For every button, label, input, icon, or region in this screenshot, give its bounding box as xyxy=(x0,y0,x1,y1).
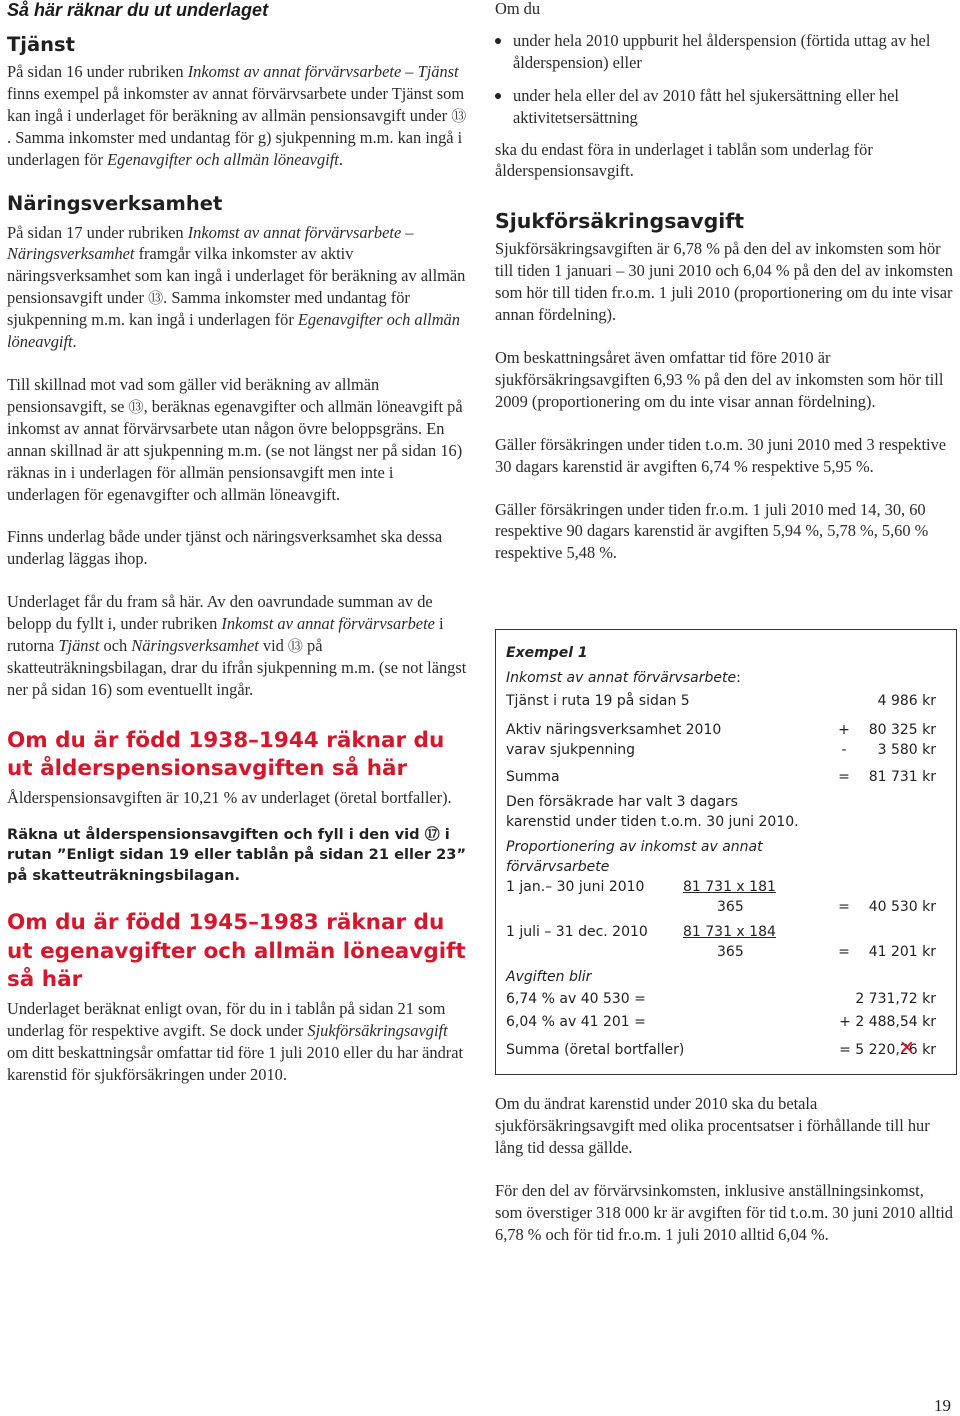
example-row-period-2: 1 juli – 31 dec. 2010 81 731 x 184 xyxy=(506,924,776,940)
right-column xyxy=(495,0,955,585)
paragraph-tjanst: På sidan 16 under rubriken Inkomst av annat förvärvsarbete – Tjänst finns exempel på inkomster av annat förvärvsarbete under Tjänst som kan ingå i underlaget för beräkning av allmän pensionsavgift under ⑬. Samma inkomster med undantag för g) sjukpenning m.m. kan ingå i underlagen för Egenavgifter och allmän löneavgift. xyxy=(7,62,467,169)
heading-naringsverksamhet: Näringsverksamhet xyxy=(7,191,223,215)
example-row-tjanst: Tjänst i ruta 19 på sidan 5 4 986 kr xyxy=(506,693,936,709)
paragraph-sjuk-4: Gäller försäkringen under tiden fr.o.m. 1 juli 2010 med 14, 30, 60 respektive 90 dagars karenstid är avgiften 5,94 %, 5,78 %, 5,60 % respektive 5,48 %. xyxy=(495,499,929,563)
heading-born-1945-1983: Om du är född 1945–1983 räknar du ut egenavgifter och allmän löneavgift så här xyxy=(7,910,466,993)
paragraph-egenavgifter: Underlaget beräknat enligt ovan, för du in i tablån på sidan 21 som underlag för respektive avgift. Se dock under Sjukförsäkringsavgift om ditt beskattningsår omfattar tid före 1 juli 2010 eller du har ändrat karenstid för sjukförsäkringen under 2010. xyxy=(7,998,464,1084)
circled-13-icon: ⑬ xyxy=(451,106,467,125)
heading-tjanst: Tjänst xyxy=(7,33,75,56)
paragraph-sjuk-3: Gäller försäkringen under tiden t.o.m. 30 juni 2010 med 3 respektive 30 dagars karenstid är avgiften 6,74 % respektive 5,95 %. xyxy=(495,434,947,476)
paragraph-alderspension: Ålderspensionsavgiften är 10,21 % av underlaget (öretal bortfaller). xyxy=(7,787,452,807)
example-box xyxy=(495,629,957,1075)
example-fee-label: Avgiften blir xyxy=(506,969,592,985)
circled-17-icon: ⑰ xyxy=(424,824,440,843)
paragraph-karenstid: Om du ändrat karenstid under 2010 ska du betala sjukförsäkringsavgift med olika procentsatser i förhållande till hur lång tid dessa gällde. xyxy=(495,1094,930,1157)
heading-sjukforsakringsavgift: Sjukförsäkringsavgift xyxy=(495,209,745,234)
example-prop-line-1: Proportionering av inkomst av annat xyxy=(506,839,763,855)
circled-13-icon: ⑬ xyxy=(287,637,303,656)
paragraph-ska-du: ska du endast föra in underlaget i tablån som underlag för ålderspensionsavgift. xyxy=(495,139,873,181)
list-item: under hela eller del av 2010 fått hel sjukersättning eller hel aktivitetsersättning xyxy=(495,85,955,129)
example-row-period-1-denominator: 365 = 40 530 kr xyxy=(717,899,936,915)
heading-born-1938-1944: Om du är född 1938–1944 räknar du ut ålderspensionsavgiften så här xyxy=(7,727,445,782)
example-row-total: Summa (öretal bortfaller) = 5 220,26 ✕ kr xyxy=(506,1040,936,1060)
example-row-period-1: 1 jan.– 30 juni 2010 81 731 x 181 xyxy=(506,879,776,895)
right-column-lower xyxy=(495,1093,953,1266)
paragraph-naring-2: Till skillnad mot vad som gäller vid beräkning av allmän pensionsavgift, se ⑬, beräknas egenavgifter och allmän löneavgift på inkomst av annat förvärvsarbete utan någon övre beloppsgräns. En annan skillnad är att sjukpenning m.m. (se not längst ner på sidan 16) räknas in i underlagen för allmän pensionsavgift men inte i underlagen för egenavgifter och allmän löneavgift. xyxy=(7,374,463,504)
strikethrough-mark: 26 ✕ xyxy=(900,1040,918,1060)
paragraph-naring-3: Finns underlag både under tjänst och näringsverksamhet ska dessa underlag läggas ihop. xyxy=(7,527,443,569)
example-row-fee-1: 6,74 % av 40 530 = 2 731,72 kr xyxy=(506,991,936,1007)
example-subtitle: Inkomst av annat förvärvsarbete: xyxy=(506,670,741,686)
example-row-aktiv: Aktiv näringsverksamhet 2010 + 80 325 kr xyxy=(506,722,936,738)
example-prop-line-2: förvärvsarbete xyxy=(506,859,610,875)
instruction-alderspension: Räkna ut ålderspensionsavgiften och fyll i den vid ⑰ i rutan ”Enligt sidan 19 eller tablån på sidan 21 eller 23” på skatteuträkningsbilagan. xyxy=(7,824,467,884)
condition-list xyxy=(495,30,955,129)
paragraph-sjuk-1: Sjukförsäkringsavgiften är 6,78 % på den del av inkomsten som hör till tiden 1 januari – 30 juni 2010 och 6,04 % på den del av inkomsten som hör till tiden fr.o.m. 1 juli 2010 (proportionering om du inte visar annan fördelning). xyxy=(495,239,953,325)
left-column xyxy=(7,0,470,1107)
circled-13-icon: ⑬ xyxy=(128,397,144,416)
circled-13-icon: ⑬ xyxy=(148,289,164,308)
example-row-period-2-denominator: 365 = 41 201 kr xyxy=(717,944,936,960)
section-kicker: Så här räknar du ut underlaget xyxy=(7,0,269,20)
paragraph-naring-1: På sidan 17 under rubriken Inkomst av annat förvärvsarbete – Näringsverksamhet framgår vilka inkomster av aktiv näringsverksamhet som kan ingå i underlaget för beräkning av allmän pensionsavgift under ⑬. Samma inkomster med undantag för sjukpenning m.m. kan ingå i underlagen för Egenavgifter och allmän löneavgift. xyxy=(7,222,466,352)
paragraph-om-du: Om du xyxy=(495,0,541,18)
example-row-fee-2: 6,04 % av 41 201 = + 2 488,54 kr xyxy=(506,1014,936,1030)
example-title: Exempel 1 xyxy=(506,645,588,661)
example-row-summa: Summa = 81 731 kr xyxy=(506,769,936,785)
paragraph-overstiger: För den del av förvärvsinkomsten, inklusive anställningsinkomst, som överstiger 318 000 kr är avgiften för tid t.o.m. 30 juni 2010 alltid 6,78 % och för tid fr.o.m. 1 juli 2010 alltid 6,04 %. xyxy=(495,1180,953,1244)
paragraph-naring-4: Underlaget får du fram så här. Av den oavrundade summan av de belopp du fyllt i, under rubriken Inkomst av annat förvärvsarbete i rutorna Tjänst och Näringsverksamhet vid ⑬ på skatteuträkningsbilagan, drar du ifrån sjukpenning m.m. (se not längst ner på sidan 16) som eventuellt ingår. xyxy=(7,592,467,699)
example-karens-line-1: Den försäkrade har valt 3 dagars xyxy=(506,794,738,810)
page-number: 19 xyxy=(934,1396,951,1415)
example-row-varav: varav sjukpenning - 3 580 kr xyxy=(506,742,936,758)
example-karens-line-2: karenstid under tiden t.o.m. 30 juni 2010. xyxy=(506,814,799,830)
paragraph-sjuk-2: Om beskattningsåret även omfattar tid före 2010 är sjukförsäkringsavgiften 6,93 % på den del av inkomsten som hör till 2009 (proportionering om du inte visar annan fördelning). xyxy=(495,347,944,411)
list-item: under hela 2010 uppburit hel ålderspension (förtida uttag av hel ålderspension) eller xyxy=(495,30,955,74)
